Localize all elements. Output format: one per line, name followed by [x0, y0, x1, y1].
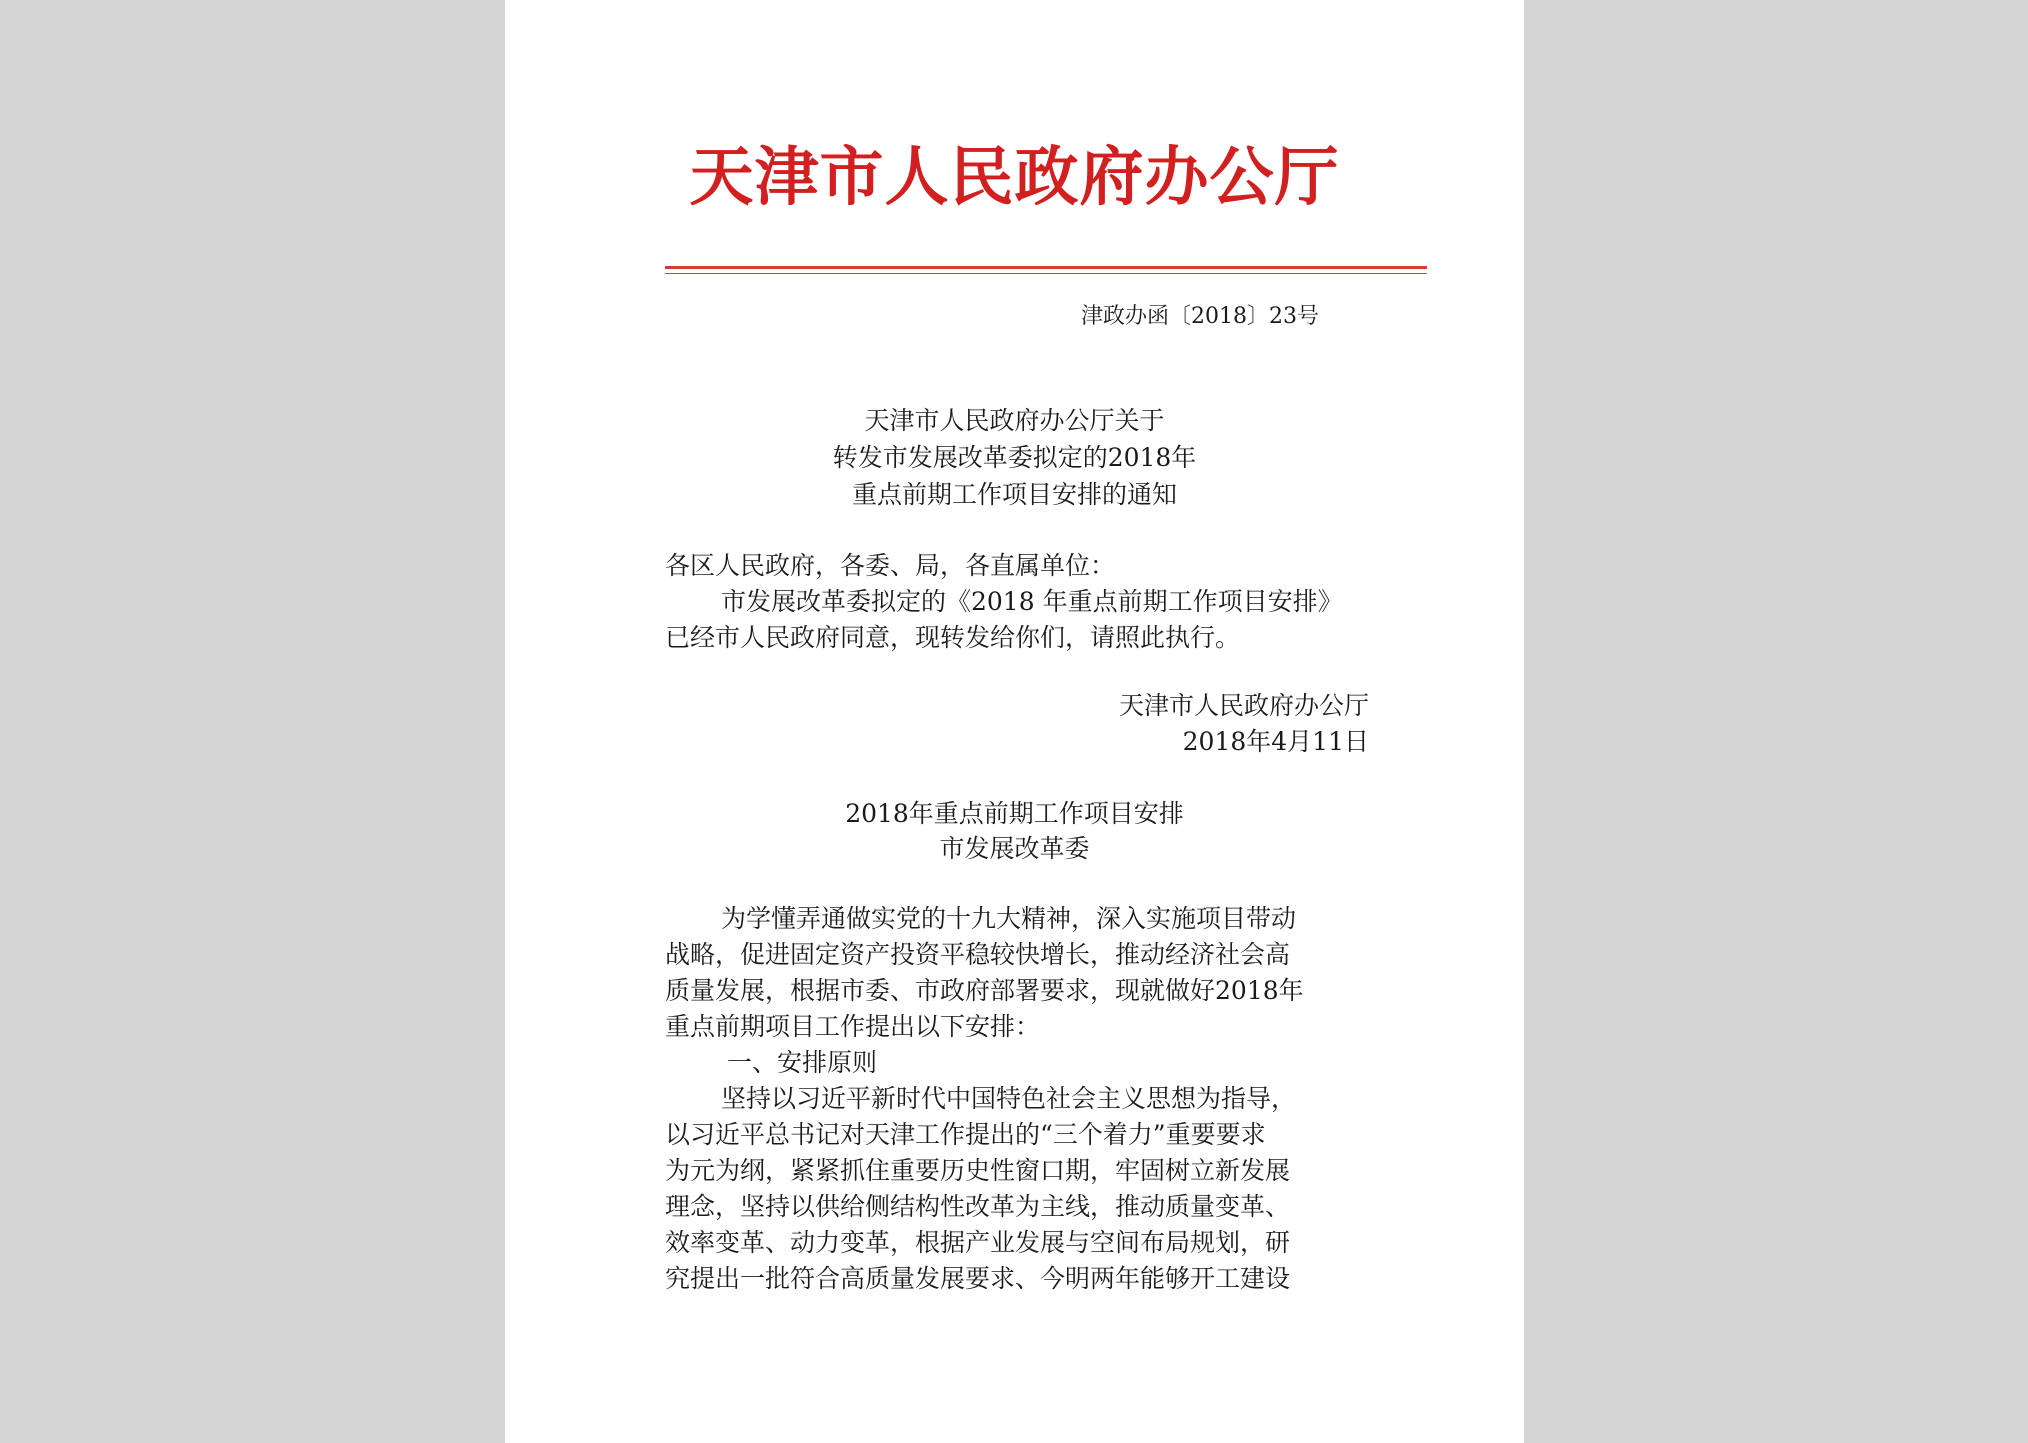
masthead-red-rule-thin — [665, 273, 1427, 274]
section-body-line: 坚持以习近平新时代中国特色社会主义思想为指导， — [721, 1084, 1297, 1113]
section-heading: 一、安排原则 — [727, 1048, 878, 1077]
notice-body-line: 已经市人民政府同意，现转发给你们，请照此执行。 — [665, 623, 1241, 652]
section-body-line: 以习近平总书记对天津工作提出的“三个着力”重要要求 — [665, 1120, 1266, 1149]
signature-office: 天津市人民政府办公厅 — [1118, 691, 1369, 720]
section-body-line: 理念，坚持以供给侧结构性改革为主线，推动质量变革、 — [665, 1192, 1291, 1221]
attachment-body-line: 战略，促进固定资产投资平稳较快增长，推动经济社会高 — [665, 940, 1291, 969]
attachment-title: 2018年重点前期工作项目安排 — [845, 799, 1184, 828]
section-body-line: 究提出一批符合高质量发展要求、今明两年能够开工建设 — [665, 1264, 1291, 1293]
masthead-title: 天津市人民政府办公厅 — [689, 140, 1340, 215]
document-number: 津政办函〔2018〕23号 — [1081, 304, 1319, 329]
notice-title-line: 转发市发展改革委拟定的2018年 — [832, 443, 1197, 472]
attachment-body-line: 重点前期项目工作提出以下安排： — [665, 1012, 1041, 1041]
recipients: 各区人民政府，各委、局，各直属单位： — [665, 551, 1116, 580]
section-body-line: 效率变革、动力变革，根据产业发展与空间布局规划，研 — [665, 1228, 1291, 1257]
attachment-body-line: 为学懂弄通做实党的十九大精神，深入实施项目带动 — [721, 904, 1297, 933]
attachment-body-line: 质量发展，根据市委、市政府部署要求，现就做好2018年 — [665, 976, 1304, 1005]
masthead-red-rule — [665, 266, 1427, 269]
notice-title-line: 天津市人民政府办公厅关于 — [864, 406, 1165, 435]
attachment-issuer: 市发展改革委 — [939, 834, 1090, 863]
notice-title-line: 重点前期工作项目安排的通知 — [851, 480, 1177, 509]
section-body-line: 为元为纲，紧紧抓住重要历史性窗口期，牢固树立新发展 — [665, 1156, 1291, 1185]
notice-body-line: 市发展改革委拟定的《2018 年重点前期工作项目安排》 — [721, 587, 1343, 616]
signature-date: 2018年4月11日 — [1182, 727, 1369, 756]
document-page — [505, 0, 1524, 1443]
